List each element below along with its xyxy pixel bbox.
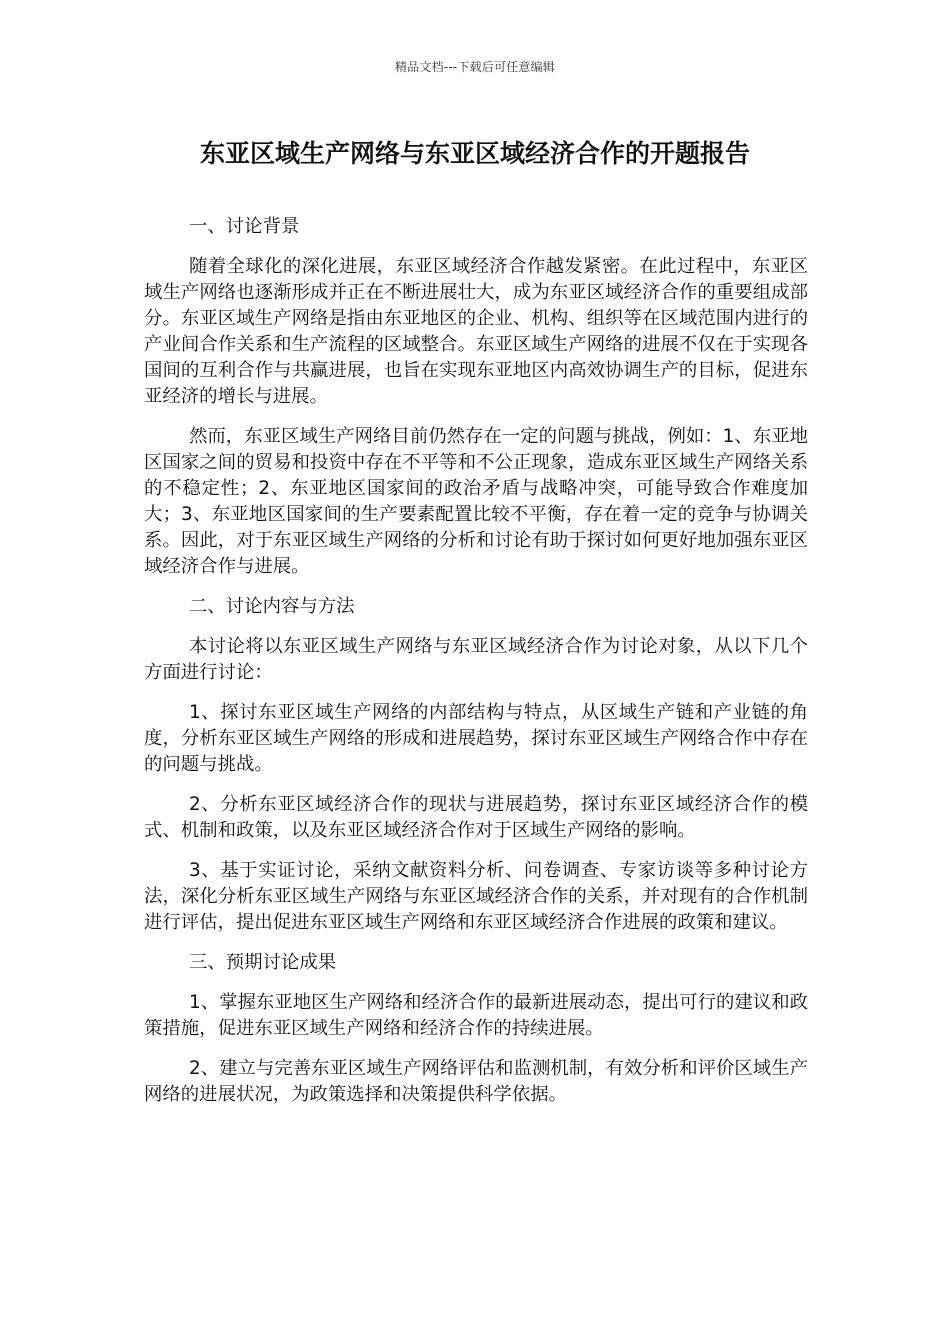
document-title: 东亚区域生产网络与东亚区域经济合作的开题报告 bbox=[199, 139, 750, 168]
paragraph: 3、基于实证讨论，采纳文献资料分析、问卷调查、专家访谈等多种讨论方法，深化分析东亚区域生产网络与东亚区域经济合作的关系，并对现有的合作机制进行评估，提出促进东亚区域生产网络和东亚区域经济合作进展的政策和建议。 bbox=[144, 860, 808, 933]
paragraph: 然而，东亚区域生产网络目前仍然存在一定的问题与挑战，例如：1、东亚地区国家之间的贸易和投资中存在不平等和不公正现象，造成东亚区域生产网络关系的不稳定性；2、东亚地区国家间的政治矛盾与战略冲突，可能导致合作难度加大；3、东亚地区国家间的生产要素配置比较不平衡，存在着一定的竞争与协调关系。因此，对于东亚区域生产网络的分析和讨论有助于探讨如何更好地加强东亚区域经济合作与进展。 bbox=[144, 426, 808, 577]
header-note: 精品文档---下载后可任意编辑 bbox=[395, 60, 555, 74]
paragraph: 2、建立与完善东亚区域生产网络评估和监测机制，有效分析和评价区域生产网络的进展状况，为政策选择和决策提供科学依据。 bbox=[144, 1058, 808, 1105]
paragraph: 随着全球化的深化进展，东亚区域经济合作越发紧密。在此过程中，东亚区域生产网络也逐渐形成并正在不断进展壮大，成为东亚区域经济合作的重要组成部分。东亚区域生产网络是指由东亚地区的企业、机构、组织等在区域范围内进行的产业间合作关系和生产流程的区域整合。东亚区域生产网络的进展不仅在于实现各国间的互利合作与共赢进展，也旨在实现东亚地区内高效协调生产的目标，促进东亚经济的增长与进展。 bbox=[144, 256, 808, 407]
paragraph: 2、分析东亚区域经济合作的现状与进展趋势，探讨东亚区域经济合作的模式、机制和政策，以及东亚区域经济合作对于区域生产网络的影响。 bbox=[144, 794, 808, 841]
paragraph: 1、掌握东亚地区生产网络和经济合作的最新进展动态，提出可行的建议和政策措施，促进东亚区域生产网络和经济合作的持续进展。 bbox=[144, 992, 808, 1039]
paragraph: 本讨论将以东亚区域生产网络与东亚区域经济合作为讨论对象，从以下几个方面进行讨论： bbox=[144, 636, 808, 683]
section-heading-expected-results: 三、预期讨论成果 bbox=[189, 952, 337, 973]
section-heading-background: 一、讨论背景 bbox=[189, 216, 300, 237]
section-heading-content-method: 二、讨论内容与方法 bbox=[189, 596, 355, 617]
document-body bbox=[144, 214, 808, 1122]
paragraph: 1、探讨东亚区域生产网络的内部结构与特点，从区域生产链和产业链的角度，分析东亚区域生产网络的形成和进展趋势，探讨东亚区域生产网络合作中存在的问题与挑战。 bbox=[144, 702, 808, 775]
